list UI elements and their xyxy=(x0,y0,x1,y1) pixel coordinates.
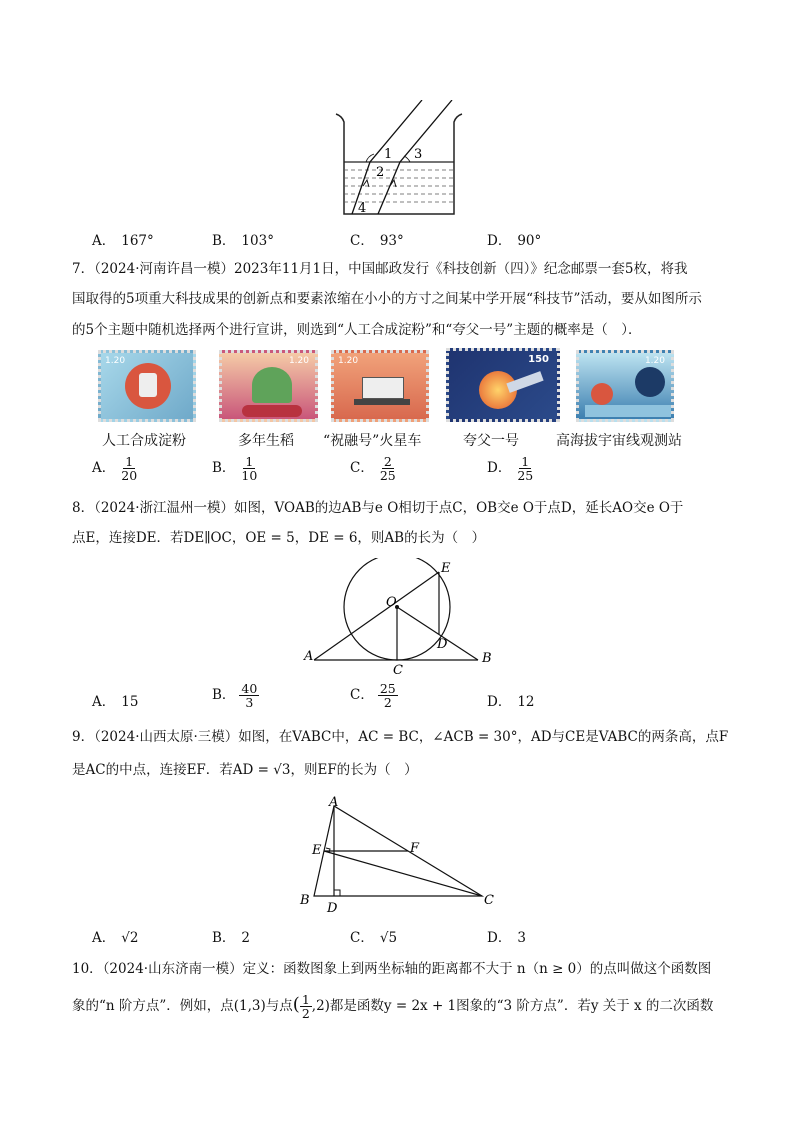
option-c[interactable]: C． √5 xyxy=(350,930,398,946)
stamp-caption: 人工合成淀粉 xyxy=(102,433,186,449)
point-label: C xyxy=(484,893,494,908)
point-label: D xyxy=(437,637,448,652)
stamp-image-kuafu xyxy=(446,348,560,422)
point-label: D xyxy=(327,901,338,912)
stamp-image-lhaaso xyxy=(576,350,674,422)
point-label: E xyxy=(312,843,322,858)
point-label: A xyxy=(304,649,314,664)
point-label: A xyxy=(329,796,339,810)
stamp-caption: “祝融号”火星车 xyxy=(323,433,422,449)
q7-line2: 国取得的5项重大科技成果的创新点和要素浓缩在小小的方寸之间某中学开展“科技节”活动，要从如图所示 xyxy=(72,291,702,307)
point-label: B xyxy=(482,651,492,666)
angle-label: 3 xyxy=(414,147,423,162)
option-b[interactable]: B． 2 xyxy=(212,930,251,946)
stamp-value: 1.20 xyxy=(338,356,359,366)
q9-line1: 9．（2024·山西太原·三模）如图，在VABC中，AC = BC，∠ACB = 30°，AD与CE是VABC的两条高，点F xyxy=(72,729,729,745)
angle-label: 1 xyxy=(384,147,393,162)
q9-line2: 是AC的中点，连接EF．若AD = √3，则EF的长为（ ） xyxy=(72,762,418,778)
stamp-value: 1.20 xyxy=(105,356,126,366)
stamp-caption: 高海拔宇宙线观测站 xyxy=(556,433,682,449)
point-label: E xyxy=(441,561,451,576)
stamp-value: 150 xyxy=(528,354,549,365)
stamp-image-starch xyxy=(98,350,196,422)
point-label: C xyxy=(393,663,403,674)
option-c[interactable]: C． $\frac{25}{2}$ xyxy=(350,681,396,711)
option-d[interactable]: D． 90° xyxy=(487,233,542,249)
stamp-image-rice xyxy=(219,350,318,422)
q10-line2: 象的“n 阶方点”．例如，点(1,3)与点( $\frac{1}{2}$ ,2)都是函数y = 2x + 1图象的“3 阶方点”．若y 关于 x 的二次函数 xyxy=(72,991,714,1021)
stamp-caption: 夸父一号 xyxy=(463,433,519,449)
option-c[interactable]: C． 93° xyxy=(350,233,404,249)
angle-label: 4 xyxy=(358,201,367,216)
angle-label: 2 xyxy=(376,165,385,180)
option-b[interactable]: B． $\frac{40}{3}$ xyxy=(212,681,258,711)
q8-line1: 8．（2024·浙江温州一模）如图，VOAB的边AB与e O相切于点C，OB交e O于点D，延长AO交e O于 xyxy=(72,500,684,516)
option-b[interactable]: B． $\frac{1}{10}$ xyxy=(212,454,258,484)
option-d[interactable]: D． 12 xyxy=(487,694,535,710)
stamp-caption: 多年生稻 xyxy=(238,433,294,449)
point-label: O xyxy=(386,595,397,610)
circle-tangent-figure xyxy=(296,558,502,674)
point-label: B xyxy=(300,893,310,908)
option-c[interactable]: C． $\frac{2}{25}$ xyxy=(350,454,396,484)
option-d[interactable]: D． $\frac{1}{25}$ xyxy=(487,454,534,484)
option-a[interactable]: A． 167° xyxy=(92,233,154,249)
q10-line1: 10．（2024·山东济南一模）定义：函数图象上到两坐标轴的距离都不大于 n（n ≥ 0）的点叫做这个函数图 xyxy=(72,961,712,977)
option-d[interactable]: D． 3 xyxy=(487,930,526,946)
q8-line2: 点E，连接DE．若DE∥OC，OE = 5，DE = 6，则AB的长为（ ） xyxy=(72,530,486,546)
q7-line3: 的5个主题中随机选择两个进行宣讲，则选到“人工合成淀粉”和“夸父一号”主题的概率是（ ）． xyxy=(72,322,642,338)
option-a[interactable]: A． $\frac{1}{20}$ xyxy=(92,454,138,484)
point-label: F xyxy=(410,841,420,856)
option-a[interactable]: A． 15 xyxy=(92,694,139,710)
stamp-image-zhurong-rover xyxy=(331,350,429,422)
triangle-altitude-figure xyxy=(296,796,502,912)
stamp-value: 1.20 xyxy=(644,356,665,366)
beaker-refraction-figure xyxy=(330,100,470,220)
stamp-value: 1.20 xyxy=(288,356,309,366)
option-a[interactable]: A． √2 xyxy=(92,930,139,946)
q7-line1: 7．（2024·河南许昌一模）2023年11月1日，中国邮政发行《科技创新（四）》纪念邮票一套5枚，将我 xyxy=(72,261,688,277)
option-b[interactable]: B． 103° xyxy=(212,233,274,249)
